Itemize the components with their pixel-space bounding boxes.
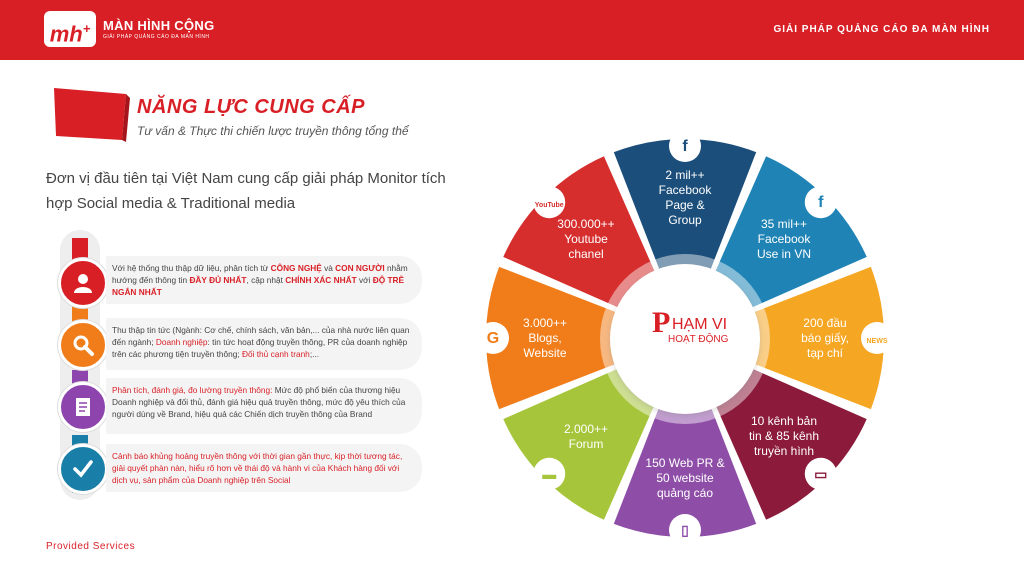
- step-1-text: Với hệ thống thu thập dữ liệu, phân tích từ: [112, 263, 271, 273]
- center-subtitle: HOẠT ĐỘNG: [668, 334, 729, 345]
- wheel-segment-label-line: Group: [668, 213, 702, 227]
- step-1-text: và: [321, 263, 336, 273]
- wheel-segment-label-line: 2 mil++: [665, 168, 705, 182]
- notebook-icon: [71, 395, 95, 419]
- wheel-segment-label-line: Blogs,: [528, 330, 562, 345]
- wheel-segment-label-line: 300.000++: [557, 216, 615, 231]
- step-2-highlight: Doanh nghiệp: [155, 337, 208, 347]
- wheel-segment-label-line: Website: [523, 345, 567, 360]
- wheel-segment-label-2: [739, 217, 829, 262]
- wheel-segment-label-line: Forum: [568, 436, 604, 451]
- section-subtitle: Tư vấn & Thực thi chiến lược truyền thông tổng thể: [137, 124, 409, 138]
- wheel-segment-label-8: [541, 217, 631, 262]
- wheel-segment-label-line: 3.000++: [522, 315, 568, 330]
- step-1-highlight: ĐỘ TRỄ NGẮN NHẤT: [112, 275, 405, 297]
- wheel-segment-label-4: [739, 414, 829, 459]
- step-3-circle: [58, 382, 108, 432]
- wheel-segment-label-line: truyền hình: [753, 444, 814, 459]
- google-icon-glyph: G: [486, 330, 500, 347]
- step-1-highlight: ĐẦY ĐỦ NHẤT: [189, 275, 247, 285]
- step-4-circle: [58, 444, 108, 494]
- wheel-segment-label-line: Use in VN: [756, 246, 811, 261]
- wheel-segment-label-line: 35 mil++: [760, 216, 807, 231]
- facebook-icon-glyph: f: [682, 138, 688, 155]
- step-1-text: nhằm hướng đến thông tin: [112, 263, 408, 285]
- wheel-segment-label-line: 2.000++: [563, 421, 609, 436]
- person-icon: [71, 271, 95, 295]
- header-right-title: GIẢI PHÁP QUẢNG CÁO ĐA MÀN HÌNH: [773, 24, 990, 35]
- wheel-segment-label-line: tin & 85 kênh: [748, 429, 820, 444]
- step-2-text: : tin tức hoạt động truyền thông, PR của doanh nghiệp trên các phương tiện truyền thông;: [112, 337, 408, 359]
- step-1-text: , cập nhật: [246, 275, 286, 285]
- wheel-segment-label-5: [640, 456, 730, 501]
- wheel-segment-label-line: 50 website: [656, 470, 714, 485]
- wheel-segment-label-line: Facebook: [757, 231, 811, 246]
- step-2-highlight: Đối thủ cạnh tranh: [242, 349, 310, 359]
- wheel-segment-label-line: chanel: [568, 246, 604, 261]
- step-1-highlight: CON NGƯỜI: [335, 263, 385, 273]
- brand-tagline: GIẢI PHÁP QUẢNG CÁO ĐA MÀN HÌNH: [103, 34, 210, 40]
- top-bar: [0, 0, 1024, 60]
- tv-icon-glyph: ▭: [814, 465, 828, 482]
- screen-shape-icon: [50, 84, 130, 144]
- wheel-segment-label-line: 10 kênh bản: [750, 414, 818, 429]
- step-1-highlight: CÔNG NGHỆ: [270, 263, 322, 273]
- intro-text: Đơn vị đầu tiên tại Việt Nam cung cấp giải pháp Monitor tích hợp Social media & Traditional media: [46, 170, 446, 212]
- chat-icon-glyph: ▬: [542, 465, 557, 482]
- step-2-text: Thu thập tin tức (Ngành: Cơ chế, chính sách, văn bản,... của nhà nước liên quan đến ngành;: [112, 325, 410, 347]
- center-big-letter: P: [652, 306, 671, 339]
- mobile-icon-glyph: ▯: [681, 522, 689, 538]
- wheel-segment-label-line: báo giấy,: [801, 330, 849, 345]
- facebook-icon-glyph: f: [818, 194, 824, 212]
- step-4-description: [106, 444, 422, 492]
- step-3-description: [106, 378, 422, 434]
- youtube-icon-glyph: YouTube: [534, 202, 564, 210]
- wheel-segment-label-line: Page &: [665, 198, 705, 212]
- step-3-highlight: Phân tích, đánh giá, đo lường truyền thông:: [112, 385, 273, 395]
- section-title: NĂNG LỰC CUNG CẤP: [137, 96, 366, 118]
- step-3-text: Mức độ phổ biến của thương hiệu Doanh nghiệp và đối thủ, đánh giá hiệu quả truyền thông, mức độ yêu thích của người dùng về Brand, hiệu quả các Chiến dịch truyền thông của Brand: [112, 385, 406, 419]
- search-icon: [71, 333, 95, 357]
- wheel-segment-label-line: tạp chí: [806, 345, 844, 360]
- checkmark-icon: [71, 457, 95, 481]
- wheel-segment-label-line: 150 Web PR &: [645, 455, 725, 470]
- wheel-segment-label-line: 200 đầu: [803, 315, 847, 330]
- step-1-circle: [58, 258, 108, 308]
- center-title: HẠM VI: [672, 316, 728, 333]
- step-4-text: Cảnh báo khủng hoảng truyền thông với thời gian gần thực, kịp thời tương tác, giải quyết phàn nàn, hiểu rõ hơn về thái độ và hành vi của Khách hàng đối với dịch vụ, sản phẩm của Doanh nghiệp trên Social: [112, 451, 403, 485]
- wheel-segment-label-7: [500, 316, 590, 361]
- step-1-highlight: CHÍNH XÁC NHẤT: [285, 275, 357, 285]
- wheel-segment-label-3: [780, 316, 870, 361]
- wheel-segment-label-line: Youtube: [564, 231, 608, 246]
- step-1-text: với: [356, 275, 373, 285]
- wheel-segment-label-6: [541, 422, 631, 452]
- step-2-description: [106, 318, 422, 370]
- wheel-segment-label-1: [640, 168, 730, 228]
- logo-text: mh: [49, 21, 83, 47]
- logo-plus: +: [82, 21, 91, 36]
- step-2-circle: [58, 320, 108, 370]
- footer-label: Provided Services: [46, 541, 136, 552]
- step-2-text: ;...: [309, 349, 320, 359]
- newspaper-icon-glyph: NEWS: [866, 338, 888, 345]
- wheel-segment-label-line: quảng cáo: [656, 485, 714, 500]
- brand-logo[interactable]: [44, 11, 96, 47]
- brand-name: MÀN HÌNH CỘNG: [103, 18, 215, 33]
- wheel-segment-label-line: Facebook: [658, 183, 712, 197]
- step-1-description: [106, 256, 422, 304]
